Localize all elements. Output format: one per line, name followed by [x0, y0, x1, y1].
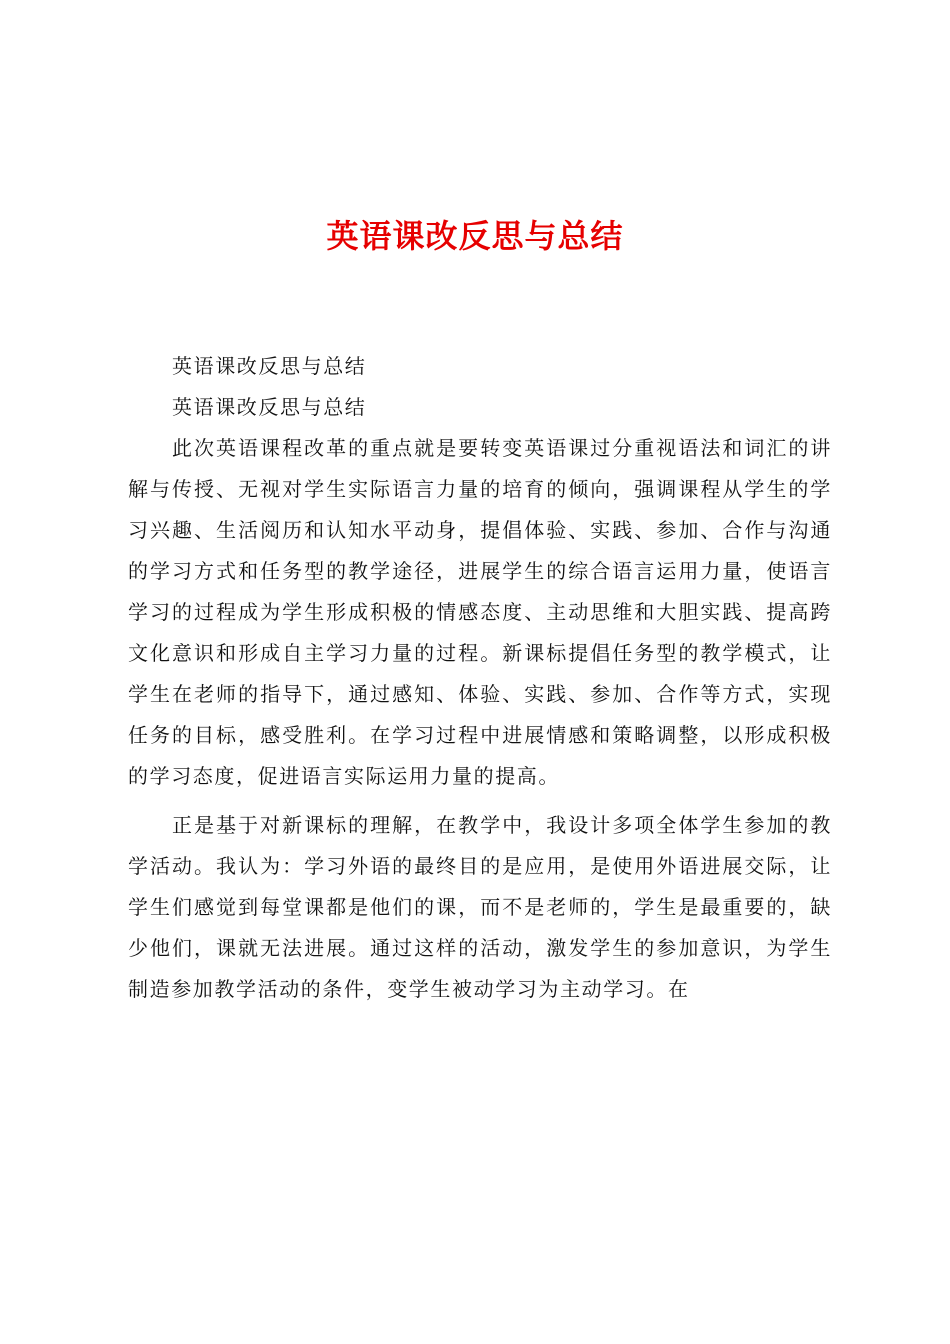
- paragraph-teaching-practice: 正是基于对新课标的理解，在教学中，我设计多项全体学生参加的教学活动。我认为：学习外语的最终目的是应用，是使用外语进展交际，让学生们感觉到每堂课都是他们的课，而不是老师的，学生是最重要的，缺少他们，课就无法进展。通过这样的活动，激发学生的参加意识，为学生制造参加教学活动的条件，变学生被动学习为主动学习。在: [128, 813, 832, 1001]
- paragraph-subtitle-2: 英语课改反思与总结: [172, 395, 367, 419]
- paragraph-reform-focus: 此次英语课程改革的重点就是要转变英语课过分重视语法和词汇的讲解与传授、无视对学生实际语言力量的培育的倾向，强调课程从学生的学习兴趣、生活阅历和认知水平动身，提倡体验、实践、参加、合作与沟通的学习方式和任务型的教学途径，进展学生的综合语言运用力量，使语言学习的过程成为学生形成积极的情感态度、主动思维和大胆实践、提高跨文化意识和形成自主学习力量的过程。新课标提倡任务型的教学模式，让学生在老师的指导下，通过感知、体验、实践、参加、合作等方式，实现任务的目标，感受胜利。在学习过程中进展情感和策略调整，以形成积极的学习态度，促进语言实际运用力量的提高。: [128, 436, 832, 788]
- paragraph-subtitle-1: 英语课改反思与总结: [172, 354, 367, 378]
- document-body: [128, 346, 832, 1010]
- document-title: 英语课改反思与总结: [326, 217, 624, 255]
